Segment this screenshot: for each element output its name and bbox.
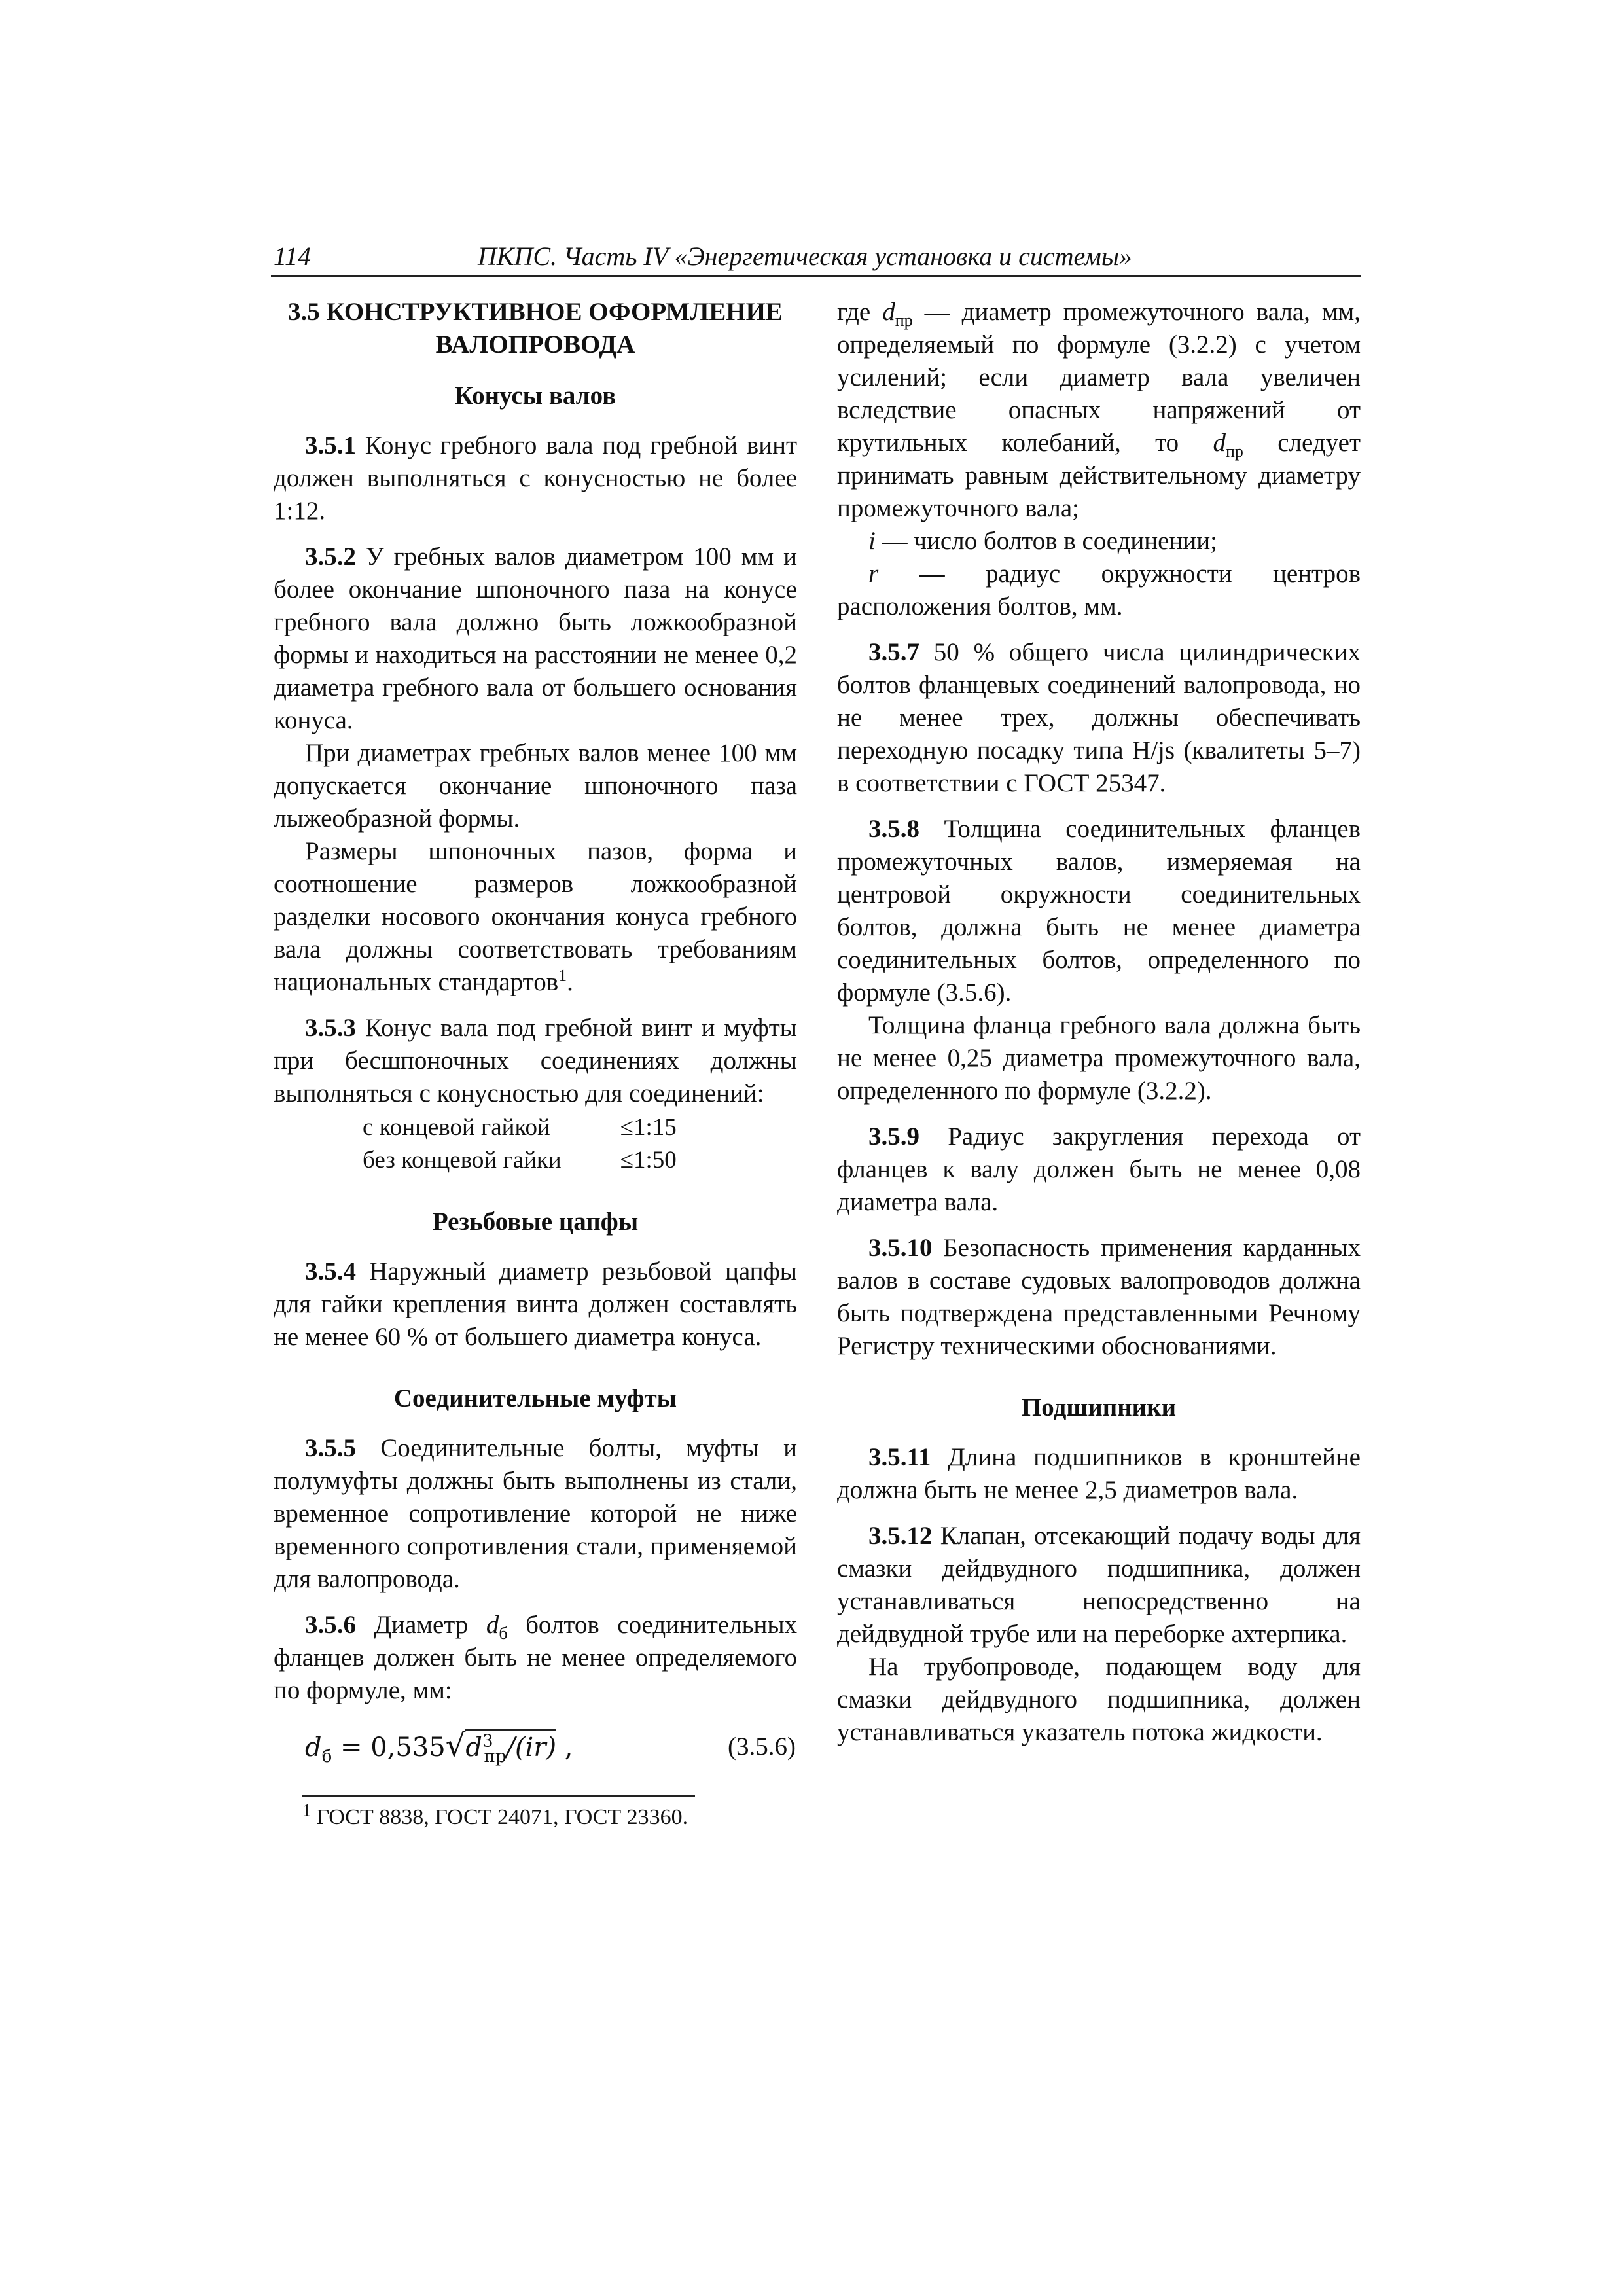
formula-3-5-6: [274, 1721, 797, 1774]
radical-sign: √: [445, 1727, 466, 1764]
section-title: 3.5 КОНСТРУКТИВНОЕ ОФОРМЛЕНИЕ ВАЛОПРОВОДА: [288, 298, 783, 359]
subheading-cones: Конусы валов: [454, 382, 616, 410]
formula-expression: $d_б = 0,535√d^3_{пр}/(ir)$ ,: [305, 1727, 573, 1767]
footnote-divider: [302, 1795, 695, 1797]
paragraph-3-5-9: 3.5.9 Радиус закругления перехода от фланцев к валу должен быть не менее 0,08 диаметра вала.: [837, 1122, 1361, 1216]
footnote: $^1$ ГОСТ 8838, ГОСТ 24071, ГОСТ 23360.: [302, 1801, 688, 1829]
formula-number: (3.5.6): [728, 1732, 796, 1761]
paragraph-3-5-4: 3.5.4 Наружный диаметр резьбовой цапфы для гайки крепления винта должен составлять не менее 60 % от большего диаметра конуса.: [274, 1257, 797, 1351]
paragraph-3-5-3: 3.5.3 Конус вала под гребной винт и муфты при бесшпоночных соединениях должны выполняться с конусностью для соединений:: [274, 1014, 797, 1107]
paragraph-3-5-2-b: При диаметрах гребных валов менее 100 мм допускается окончание шпоночного паза лыжеобразной формы.: [274, 739, 797, 833]
left-column: [274, 296, 797, 1832]
running-title: ПКПС. Часть IV «Энергетическая установка и системы»: [478, 242, 1132, 271]
footnote-ref: 1: [558, 966, 567, 985]
definition-i: i — число болтов в соединении;: [868, 527, 1217, 555]
paragraph-3-5-1: 3.5.1 Конус гребного вала под гребной винт должен выполняться с конусностью не более 1:12.: [274, 431, 797, 525]
paragraph-3-5-8-b: Толщина фланца гребного вала должна быть не менее 0,25 диаметра промежуточного вала, определенного по формуле (3.2.2).: [837, 1011, 1361, 1105]
paragraph-3-5-2: 3.5.2 У гребных валов диаметром 100 мм и более окончание шпоночного паза на конусе гребного вала должно быть ложкообразной формы и находиться на расстоянии не менее 0,2 диаметра гребного вала от большего основания конуса.: [274, 543, 798, 734]
paragraph-3-5-5: 3.5.5 Соединительные болты, муфты и полумуфты должны быть выполнены из стали, временное сопротивление которой не ниже временного сопротивления стали, применяемой для валопровода.: [274, 1434, 797, 1593]
paragraph-3-5-8: 3.5.8 Толщина соединительных фланцев промежуточных валов, измеряемая на центровой окружности соединительных болтов, должна быть не менее диаметра соединительных болтов, определенного по формуле (3.5.6).: [837, 815, 1361, 1007]
subheading-bearings: Подшипники: [1021, 1393, 1177, 1422]
page-number: 114: [274, 242, 312, 271]
paragraph-3-5-12-b: На трубопроводе, подающем воду для смазки дейдвудного подшипника, должен устанавливаться указатель потока жидкости.: [837, 1653, 1361, 1746]
paragraph-3-5-11: 3.5.11 Длина подшипников в кронштейне должна быть не менее 2,5 диаметров вала.: [837, 1443, 1361, 1504]
paragraph-3-5-7: 3.5.7 50 % общего числа цилиндрических болтов фланцевых соединений валопровода, но не менее трех, должны обеспечивать переходную посадку типа H/js (квалитеты 5–7) в соответствии с ГОСТ 25347.: [837, 638, 1361, 797]
right-column: [837, 296, 1361, 1749]
page-header: [271, 238, 1361, 277]
paragraph-3-5-2-c: Размеры шпоночных пазов, форма и соотношение размеров ложкообразной разделки носового окончания конуса гребного вала должны соответствовать требованиям национальных стандартов$^1$.: [274, 837, 797, 996]
definition-r: r — радиус окружности центров расположения болтов, мм.: [837, 560, 1361, 620]
paragraph-where: где $d_{пр}$ — диаметр промежуточного вала, мм, определяемый по формуле (3.2.2) с учетом усилений; если диаметр вала увеличен вследствие опасных напряжений от крутильных колебаний, то $d_{пр}$ следует принимать равным действительному диаметру промежуточного вала;: [837, 298, 1361, 522]
subheading-threads: Резьбовые цапфы: [432, 1208, 639, 1236]
paragraph-3-5-10: 3.5.10 Безопасность применения карданных валов в составе судовых валопроводов должна быть подтверждена представленными Речному Регистру техническими обоснованиями.: [837, 1234, 1361, 1360]
taper-table: [363, 1111, 677, 1177]
table-row: с концевой гайкой ≤1:15: [363, 1114, 677, 1141]
paragraph-3-5-6: 3.5.6 Диаметр $d_б$ болтов соединительных фланцев должен быть не менее определяемого по формуле, мм:: [274, 1611, 798, 1704]
subheading-couplings: Соединительные муфты: [393, 1384, 677, 1412]
paragraph-3-5-12: 3.5.12 Клапан, отсекающий подачу воды для смазки дейдвудного подшипника, должен устанавливаться непосредственно на дейдвудной трубе или на переборке ахтерпика.: [837, 1522, 1361, 1648]
table-row: без концевой гайки ≤1:50: [363, 1147, 677, 1174]
